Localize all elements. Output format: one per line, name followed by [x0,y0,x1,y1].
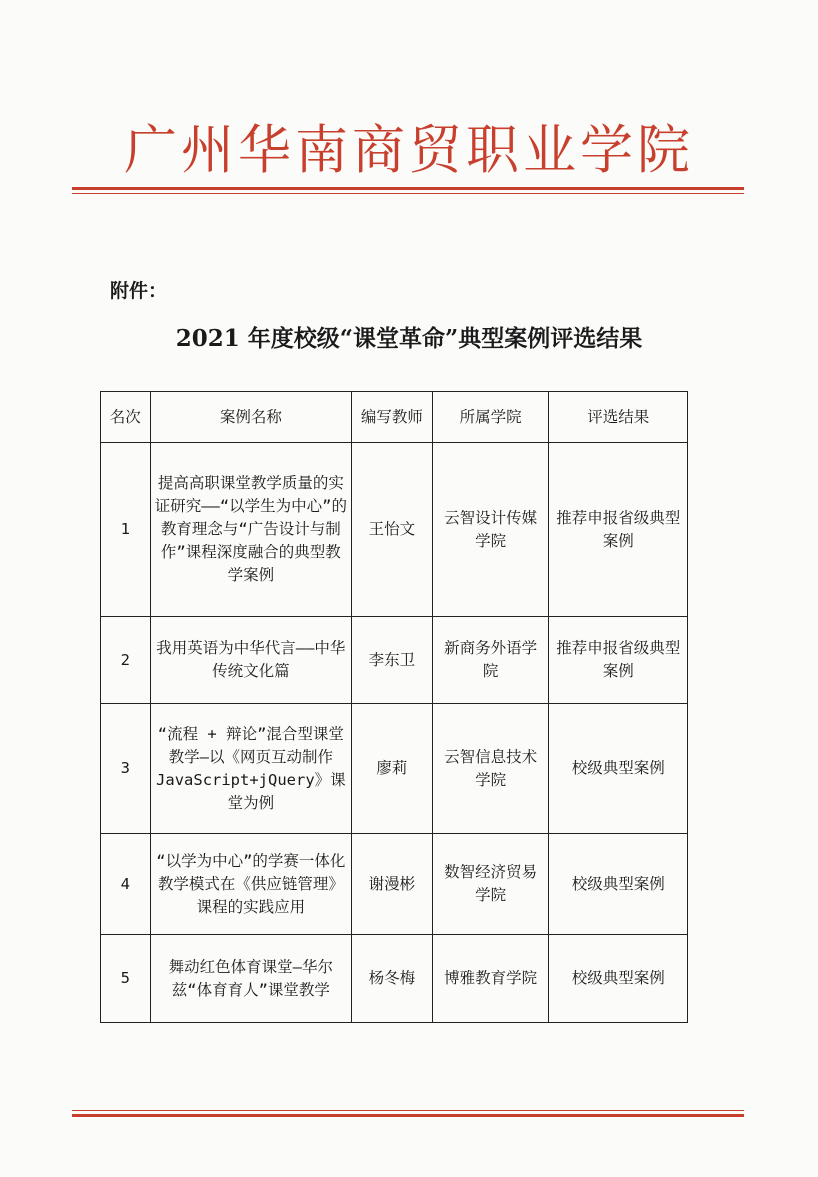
footer-thin-rule [72,1110,744,1111]
column-header-rank: 名次 [101,392,151,443]
case-name-cell: “流程 + 辩论”混合型课堂教学—以《网页互动制作 JavaScript+jQuery》课堂为例 [150,704,352,834]
column-header-college: 所属学院 [432,392,549,443]
table-header-row [101,392,688,443]
author-cell: 谢漫彬 [352,834,433,935]
case-name-cell: “以学为中心”的学赛一体化教学模式在《供应链管理》课程的实践应用 [150,834,352,935]
table-row [101,935,688,1023]
rank-cell: 4 [101,834,151,935]
rank-cell: 1 [101,443,151,617]
document-title: 2021 年度校级“课堂革命”典型案例评选结果 [175,325,643,352]
rank-cell: 5 [101,935,151,1023]
college-cell: 新商务外语学院 [432,617,549,704]
college-cell: 博雅教育学院 [432,935,549,1023]
college-cell: 云智设计传媒学院 [432,443,549,617]
rank-cell: 2 [101,617,151,704]
letterhead-institution-name: 广州华南商贸职业学院 [124,120,694,181]
case-name-cell: 提高高职课堂教学质量的实证研究——“以学生为中心”的教育理念与“广告设计与制作”课程深度融合的典型教学案例 [150,443,352,617]
result-cell: 校级典型案例 [549,834,688,935]
college-cell: 云智信息技术学院 [432,704,549,834]
rank-cell: 3 [101,704,151,834]
attachment-label: 附件： [110,280,168,302]
column-header-result: 评选结果 [549,392,688,443]
author-cell: 王怡文 [352,443,433,617]
letterhead-top-thin-rule [72,193,744,194]
author-cell: 李东卫 [352,617,433,704]
result-cell: 推荐申报省级典型案例 [549,443,688,617]
case-name-cell: 舞动红色体育课堂—华尔兹“体育育人”课堂教学 [150,935,352,1023]
footer-thick-rule [72,1114,744,1117]
table-row [101,704,688,834]
column-header-author: 编写教师 [352,392,433,443]
result-cell: 校级典型案例 [549,704,688,834]
table-row [101,834,688,935]
result-cell: 推荐申报省级典型案例 [549,617,688,704]
table-row [101,617,688,704]
results-table [100,391,688,1023]
author-cell: 廖莉 [352,704,433,834]
column-header-case-name: 案例名称 [150,392,352,443]
author-cell: 杨冬梅 [352,935,433,1023]
case-name-cell: 我用英语为中华代言——中华传统文化篇 [150,617,352,704]
table-row [101,443,688,617]
college-cell: 数智经济贸易学院 [432,834,549,935]
result-cell: 校级典型案例 [549,935,688,1023]
letterhead-top-thick-rule [72,187,744,190]
